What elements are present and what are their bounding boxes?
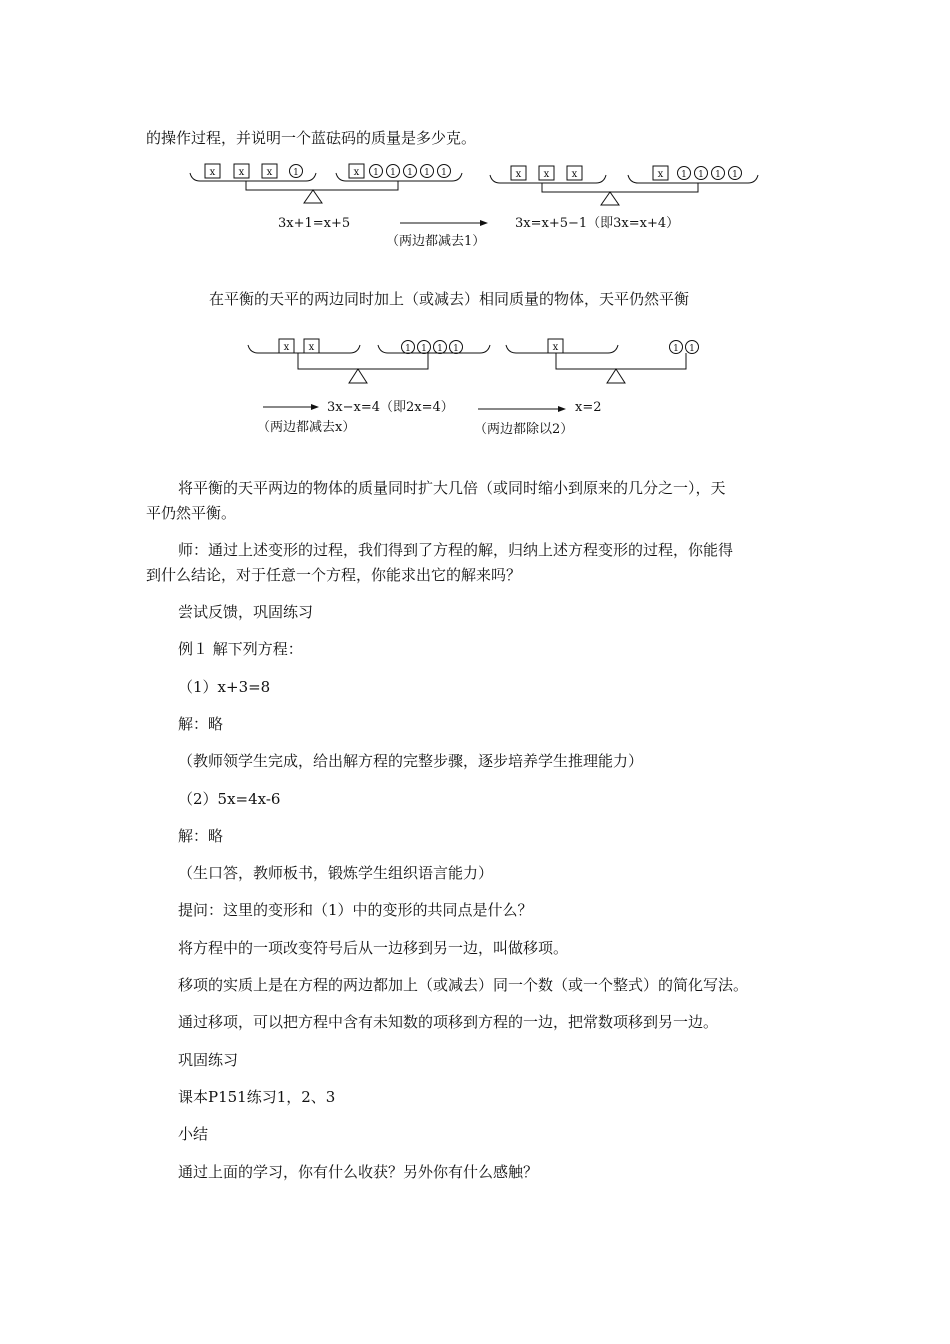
unit-label: 1 [424,168,430,178]
paragraph-teacher-cont: 到什么结论，对于任意一个方程，你能求出它的解来吗？ [146,566,522,584]
note-1: （教师领学生完成，给出解方程的完整步骤，逐步培养学生推理能力） [178,752,644,770]
definition-essence: 移项的实质上是在方程的两边都加上（或减去）同一个数（或一个整式）的简化写法。 [178,976,749,994]
step-note-subtract-1: （两边都减去1） [386,234,486,249]
example-eq-1: （1）x+3=8 [178,678,271,696]
x-box-label: x [209,167,216,178]
step-note-subtract-x: （两边都减去x） [257,420,356,435]
question: 提问：这里的变形和（1）中的变形的共同点是什么？ [178,901,533,919]
solution-2: 解：略 [178,827,224,845]
equation-step1: 3x=x+5−1（即3x=x+4） [515,216,680,231]
unit-label: 1 [373,168,379,178]
unit-label: 1 [421,344,427,354]
unit-label: 1 [681,170,687,180]
solution-1: 解：略 [178,715,224,733]
x-box-label: x [308,342,315,353]
heading-consolidate: 巩固练习 [178,1051,239,1069]
step-arrow-2 [263,404,319,410]
step-note-divide-2: （两边都除以2） [474,422,574,437]
unit-label: 1 [673,344,679,354]
x-box-label: x [266,167,273,178]
unit-label: 1 [689,344,695,354]
heading-try-feedback: 尝试反馈，巩固练习 [178,603,314,621]
scale-left-before [190,164,462,203]
scale-right-step2 [506,339,699,383]
unit-label: 1 [698,170,704,180]
definition-purpose: 通过移项，可以把方程中含有未知数的项移到方程的一边，把常数项移到另一边。 [178,1013,719,1031]
x-box-label: x [657,169,664,180]
paragraph-teacher: 师：通过上述变形的过程，我们得到了方程的解，归纳上述方程变形的过程，你能得 [178,541,734,559]
unit-label: 1 [715,170,721,180]
note-2: （生口答，教师板书，锻炼学生组织语言能力） [178,864,494,882]
unit-label: 1 [437,344,443,354]
intro-line: 的操作过程，并说明一个蓝砝码的质量是多少克。 [146,129,477,147]
unit-label: 1 [407,168,413,178]
example-eq-2: （2）5x=4x-6 [178,790,281,808]
x-box-label: x [552,342,559,353]
step-arrow-3 [478,406,566,412]
equation-original: 3x+1=x+5 [278,216,351,231]
step-arrow-1 [400,220,488,226]
x-box-label: x [353,167,360,178]
x-box-label: x [238,167,245,178]
equation-step2: 3x−x=4（即2x=4） [327,400,454,415]
textbook-exercise: 课本P151练习1，2、3 [178,1088,336,1106]
unit-label: 1 [390,168,396,178]
rule-add-subtract: 在平衡的天平的两边同时加上（或减去）相同质量的物体，天平仍然平衡 [209,290,690,308]
example-title: 例１ 解下列方程： [178,640,303,658]
paragraph-scale-rule-cont: 平仍然平衡。 [146,504,237,522]
definition-transposition: 将方程中的一项改变符号后从一边移到另一边，叫做移项。 [178,939,569,957]
unit-label: 1 [405,344,411,354]
unit-label: 1 [441,168,447,178]
heading-summary: 小结 [178,1125,209,1143]
x-box-label: x [543,169,550,180]
reflection: 通过上面的学习，你有什么收获？另外你有什么感触？ [178,1163,539,1181]
equation-solution: x=2 [575,400,602,415]
x-box-label: x [515,169,522,180]
unit-label: 1 [453,344,459,354]
x-box-label: x [571,169,578,180]
unit-label: 1 [732,170,738,180]
x-box-label: x [283,342,290,353]
unit-label: 1 [293,168,299,178]
paragraph-scale-rule: 将平衡的天平两边的物体的质量同时扩大几倍（或同时缩小到原来的几分之一），天 [178,479,726,497]
